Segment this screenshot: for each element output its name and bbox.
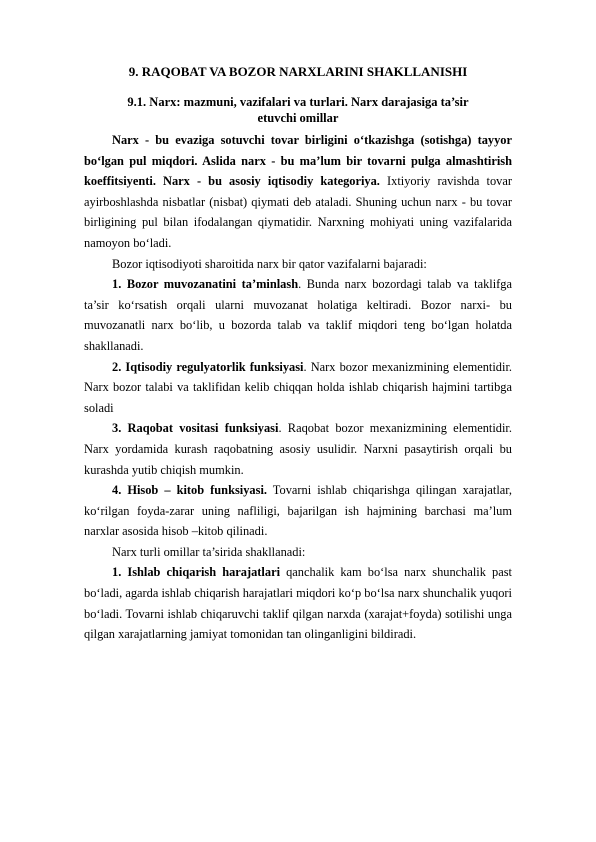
list-item-heading: 4. Hisob – kitob funksiyasi. xyxy=(112,483,267,498)
chapter-title: 9. RAQOBAT VA BOZOR NARXLARINI SHAKLLANISHI xyxy=(128,64,468,79)
list-item-function-2 xyxy=(84,357,512,419)
paragraph-text: Bozor iqtisodiyoti sharoitida narx bir qator vazifalarni bajaradi: xyxy=(112,256,427,271)
section-title-line2: etuvchi omillar xyxy=(257,111,339,125)
list-item-function-3 xyxy=(84,418,512,480)
list-item-heading: 2. Iqtisodiy regulyatorlik funksiyasi xyxy=(112,359,304,374)
paragraph-factors-intro xyxy=(84,542,512,563)
list-item-text: Tovarni ishlab chiqarishga qilingan xarajatlar, ko‘rilgan foyda-zarar uning nafliligi, bajarilgan ish hajmining barchasi ma’lum narxlar asosida hisob –kitob qilinadi. xyxy=(84,483,512,539)
list-item-function-4 xyxy=(84,480,512,542)
list-item-text: qanchalik kam bo‘lsa narx shunchalik past bo‘ladi, agarda ishlab chiqarish harajatlari miqdori ko‘p bo‘lsa narx shunchalik yuqori bo‘ladi. Tovarni ishlab chiqaruvchi taklif qilgan narxda (xarajat+foyda) sotilishi unga qilgan xarajatlarning jamiyat tomonidan tan olinganligini bildiradi. xyxy=(84,565,512,642)
list-item-heading: 1. Bozor muvozanatini ta’minlash xyxy=(112,277,299,292)
list-item-text: . Bunda narx bozordagi talab va taklifga ta’sir ko‘rsatish orqali ularni muvozanat holatiga keltiradi. Bozor narxi- bu muvozanatli narx bo‘lib, u bozorda talab va taklif miqdori teng bo‘lgan holatda shakllanadi. xyxy=(84,277,512,353)
paragraph-text: Narx turli omillar ta’sirida shakllanadi: xyxy=(112,544,306,559)
paragraph-definition xyxy=(84,130,512,254)
bold-definition: Narx - bu evaziga sotuvchi tovar birligini o‘tkazishga (sotishga) tayyor bo‘lgan pul miqdori. Aslida narx - bu ma’lum bir tovarni pulga almashtirish koeffitsiyenti. Narx - bu asosiy iqtisodiy kategoriya. xyxy=(84,133,512,189)
paragraph-functions-intro xyxy=(84,254,512,275)
list-item-heading: 3. Raqobat vositasi funksiyasi xyxy=(112,421,279,436)
list-item-heading: 1. Ishlab chiqarish harajatlari xyxy=(112,565,281,580)
paragraph-text: Ixtiyoriy ravishda tovar ayirboshlashda nisbatlar (nisbat) qiymati deb ataladi. Shuning uchun narx - bu tovar birligining pul bilan ifodalangan qiymatidir. Narxning mohiyati uning vazifalarida namoyon bo‘ladi. xyxy=(84,174,512,250)
list-item-text: . Narx bozor mexanizmining elementidir. Narx bozor talabi va taklifidan kelib chiqqan holda ishlab chiqarish hajmini tartibga soladi xyxy=(84,359,512,415)
list-item-factor-1 xyxy=(84,562,512,644)
section-title-line1: 9.1. Narx: mazmuni, vazifalari va turlari. Narx darajasiga ta’sir xyxy=(127,95,469,109)
document-body xyxy=(84,130,512,645)
list-item-function-1 xyxy=(84,274,512,356)
list-item-text: . Raqobat bozor mexanizmining elementidir. Narx yordamida kurash raqobatning asosiy usulidir. Narxni pasaytirish orqali bu kurashda yutib chiqish mumkin. xyxy=(84,421,512,477)
